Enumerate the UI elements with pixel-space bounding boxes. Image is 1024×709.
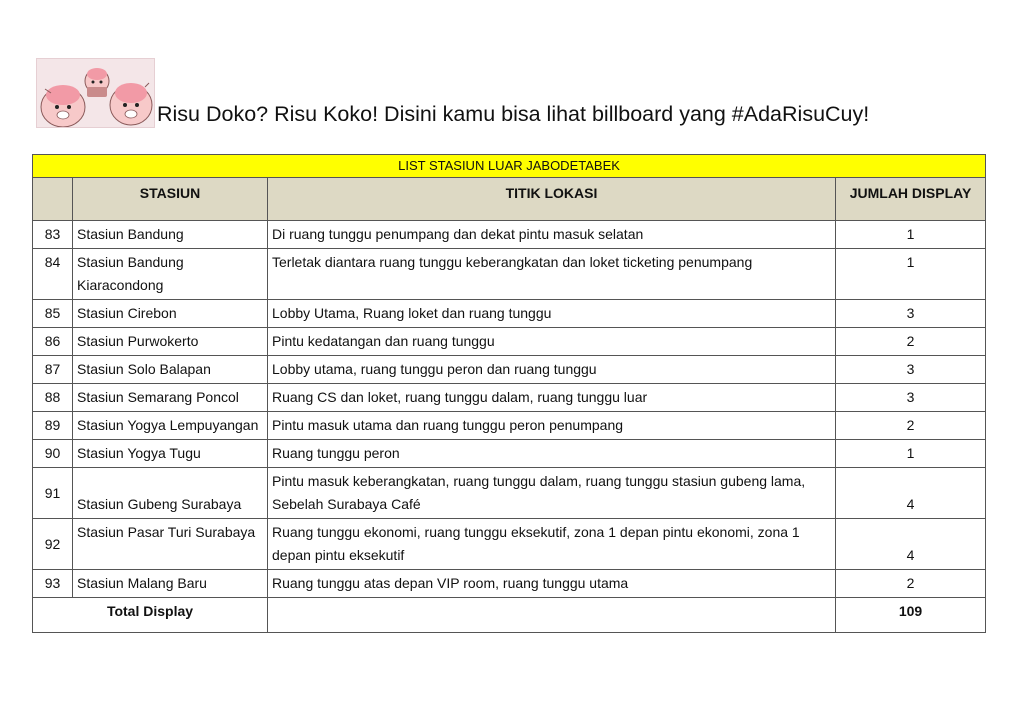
location-text: Terletak diantara ruang tunggu keberangkatan dan loket ticketing penumpang bbox=[268, 249, 836, 300]
location-text: Ruang tunggu peron bbox=[268, 440, 836, 468]
table-row bbox=[33, 440, 986, 468]
table-header-row bbox=[33, 178, 986, 221]
table-row bbox=[33, 384, 986, 412]
row-number: 92 bbox=[33, 519, 73, 570]
display-count: 2 bbox=[836, 570, 986, 598]
station-name: Stasiun Yogya Lempuyangan bbox=[73, 412, 268, 440]
location-text: Pintu masuk utama dan ruang tunggu peron penumpang bbox=[268, 412, 836, 440]
row-number: 84 bbox=[33, 249, 73, 300]
total-value: 109 bbox=[836, 598, 986, 633]
total-label: Total Display bbox=[33, 598, 268, 633]
column-header-station: STASIUN bbox=[73, 178, 268, 221]
column-header-location: TITIK LOKASI bbox=[268, 178, 836, 221]
station-name: Stasiun Bandung bbox=[73, 221, 268, 249]
row-number: 88 bbox=[33, 384, 73, 412]
row-number: 93 bbox=[33, 570, 73, 598]
table-row bbox=[33, 249, 986, 300]
location-text: Ruang tunggu ekonomi, ruang tunggu eksekutif, zona 1 depan pintu ekonomi, zona 1 depan pintu eksekutif bbox=[268, 519, 836, 570]
total-row bbox=[33, 598, 986, 633]
display-count: 4 bbox=[836, 468, 986, 519]
station-name: Stasiun Malang Baru bbox=[73, 570, 268, 598]
row-number: 87 bbox=[33, 356, 73, 384]
station-name: Stasiun Pasar Turi Surabaya bbox=[73, 519, 268, 570]
display-count: 2 bbox=[836, 328, 986, 356]
page-header bbox=[36, 58, 936, 128]
location-text: Ruang CS dan loket, ruang tunggu dalam, ruang tunggu luar bbox=[268, 384, 836, 412]
table-row bbox=[33, 221, 986, 249]
location-text: Pintu kedatangan dan ruang tunggu bbox=[268, 328, 836, 356]
table-row bbox=[33, 300, 986, 328]
station-name: Stasiun Bandung Kiaracondong bbox=[73, 249, 268, 300]
row-number: 86 bbox=[33, 328, 73, 356]
station-name: Stasiun Solo Balapan bbox=[73, 356, 268, 384]
station-name: Stasiun Gubeng Surabaya bbox=[73, 468, 268, 519]
location-text: Pintu masuk keberangkatan, ruang tunggu dalam, ruang tunggu stasiun gubeng lama, Sebelah Surabaya Café bbox=[268, 468, 836, 519]
display-count: 4 bbox=[836, 519, 986, 570]
display-count: 1 bbox=[836, 440, 986, 468]
location-text: Ruang tunggu atas depan VIP room, ruang tunggu utama bbox=[268, 570, 836, 598]
column-header-no bbox=[33, 178, 73, 221]
row-number: 90 bbox=[33, 440, 73, 468]
display-count: 3 bbox=[836, 356, 986, 384]
page-title: Risu Doko? Risu Koko! Disini kamu bisa lihat billboard yang #AdaRisuCuy! bbox=[157, 102, 870, 126]
row-number: 85 bbox=[33, 300, 73, 328]
station-name: Stasiun Semarang Poncol bbox=[73, 384, 268, 412]
table-banner: LIST STASIUN LUAR JABODETABEK bbox=[33, 155, 986, 178]
location-text: Lobby utama, ruang tunggu peron dan ruang tunggu bbox=[268, 356, 836, 384]
row-number: 89 bbox=[33, 412, 73, 440]
display-count: 2 bbox=[836, 412, 986, 440]
display-count: 1 bbox=[836, 249, 986, 300]
display-count: 3 bbox=[836, 300, 986, 328]
location-text: Lobby Utama, Ruang loket dan ruang tunggu bbox=[268, 300, 836, 328]
table-row bbox=[33, 570, 986, 598]
table-row bbox=[33, 519, 986, 570]
column-header-count: JUMLAH DISPLAY bbox=[836, 178, 986, 221]
total-empty-cell bbox=[268, 598, 836, 633]
display-count: 3 bbox=[836, 384, 986, 412]
row-number: 83 bbox=[33, 221, 73, 249]
display-count: 1 bbox=[836, 221, 986, 249]
table-row bbox=[33, 412, 986, 440]
location-text: Di ruang tunggu penumpang dan dekat pintu masuk selatan bbox=[268, 221, 836, 249]
table-row bbox=[33, 356, 986, 384]
table-row bbox=[33, 468, 986, 519]
station-name: Stasiun Cirebon bbox=[73, 300, 268, 328]
row-number: 91 bbox=[33, 468, 73, 519]
station-table bbox=[32, 154, 986, 633]
table-row bbox=[33, 328, 986, 356]
station-name: Stasiun Yogya Tugu bbox=[73, 440, 268, 468]
mascot-illustration bbox=[36, 58, 155, 128]
station-name: Stasiun Purwokerto bbox=[73, 328, 268, 356]
